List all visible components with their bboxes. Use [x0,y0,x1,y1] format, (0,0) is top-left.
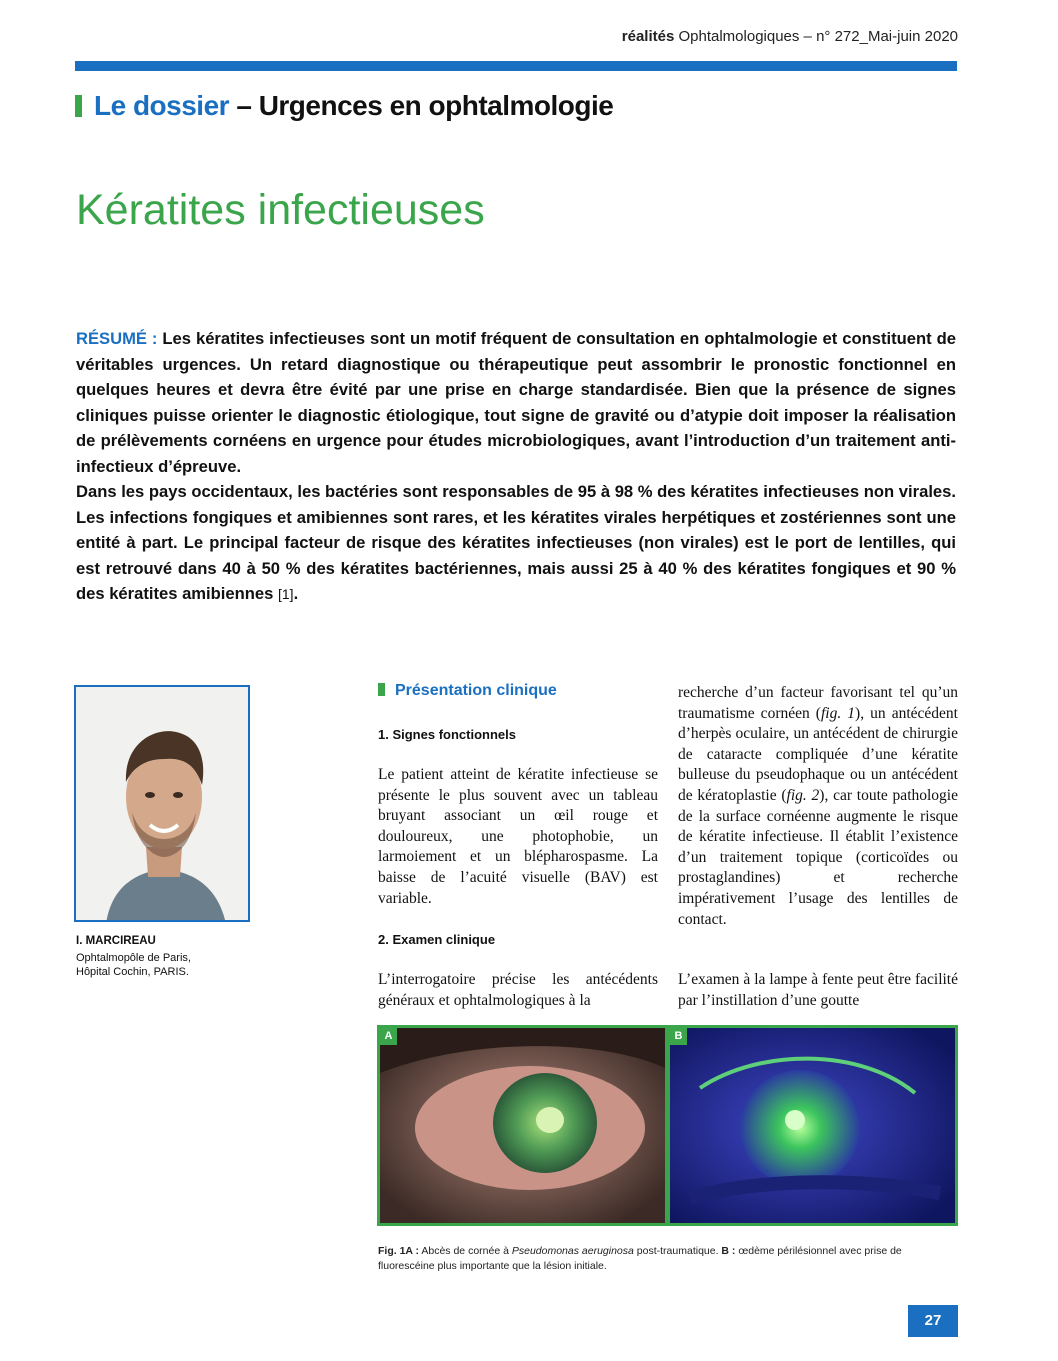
panel-label-b: B [670,1028,687,1045]
text-run: ), un antécédent d’herpès oculaire, un antécédent de chirurgie de cataracte compliquée d’une kératite bulleuse du pseudophaque ou un antécédent de kératoplastie ( [678,704,958,804]
header-rule [75,61,957,71]
figure-panel-b [670,1028,955,1223]
affiliation-line-1: Ophtalmopôle de Paris, [76,952,191,964]
journal-brand: réalités [621,28,675,45]
journal-header [622,28,958,45]
page-number: 27 [908,1305,958,1337]
caption-label: Fig. 1A : [378,1245,420,1257]
dossier-heading [75,90,613,122]
text-run: Abcès de cornée à [419,1245,512,1257]
article-title: Kératites infectieuses [76,186,485,234]
dossier-label: Le dossier [94,90,230,121]
body-paragraph [678,683,958,930]
journal-issue: Ophtalmologiques – n° 272_Mai-juin 2020 [678,28,958,45]
text-run: ), car toute pathologie de la surface cornéenne augmente le risque de kératite infectieuse. Il établit l’existence d’un traitement topique (corticoïdes ou prostaglandines) et recherche impérativement l’usage des lentilles de contact. [678,786,958,928]
body-paragraph: L’interrogatoire précise les antécédents généraux et ophtalmologiques à la [378,971,658,1009]
text-run: œdème périlésionnel avec prise de fluorescéine plus importante que la lésion initiale. [378,1245,902,1272]
figure-caption [378,1244,958,1274]
abstract-period: . [293,584,299,603]
figure-1 [377,1025,958,1226]
panel-label-a: A [380,1028,397,1045]
affiliation-line-2: Hôpital Cochin, PARIS. [76,966,189,978]
subheading-examen: 2. Examen clinique [378,932,496,947]
subheading-signes: 1. Signes fonctionnels [378,727,516,742]
author-name: I. MARCIREAU [76,935,156,947]
body-paragraph: Le patient atteint de kératite infectieuse se présente le plus souvent avec un tableau bruyant associant un œil rouge et douloureux, une photophobie, un larmoiement et un blépharospasme. La baisse de l’acuité visuelle (BAV) est variable. [378,766,658,907]
green-square-icon [378,683,385,696]
text-run: post-traumatique. [633,1245,722,1257]
green-square-icon [75,95,82,117]
abstract-paragraph-1: Les kératites infectieuses sont un motif fréquent de consultation en ophtalmologie et constituent de véritables urgences. Un retard diagnostique ou thérapeutique peut assombrir le pronostic fonctionnel en quelques heures et devra être évité par une prise en charge standardisée. Bien que la présence de signes cliniques puisse orienter le diagnostic étiologique, tout signe de gravité ou d’atypie doit imposer la réalisation de prélèvements cornéens en urgence pour études microbiologiques, avant l’introduction d’un traitement anti-infectieux d’épreuve. [76,329,956,476]
figure-reference: fig. 1 [820,704,856,722]
species-name: Pseudomonas aeruginosa [511,1245,634,1257]
author-photo [74,685,250,922]
body-paragraph: L’examen à la lampe à fente peut être facilité par l’instillation d’une goutte [678,971,958,1009]
abstract [76,326,956,608]
figure-panel-a [380,1028,665,1223]
reference-marker: [1] [278,586,294,602]
author-affiliation [76,951,236,979]
dossier-topic: – Urgences en ophtalmologie [229,90,614,121]
text-run: recherche d’un facteur favorisant tel qu’un traumatisme cornéen ( [678,684,958,722]
section-title: Présentation clinique [395,682,557,699]
abstract-paragraph-2: Dans les pays occidentaux, les bactéries sont responsables de 95 à 98 % des kératites infectieuses non virales. Les infections fongiques et amibiennes sont rares, et les kératites virales herpétiques et zostériennes sont une entité à part. Le principal facteur de risque des kératites infectieuses (non virales) est le port de lentilles, qui est retrouvé dans 40 à 50 % des kératites bactériennes, mais aussi 25 à 40 % des kératites fongiques et 90 % des kératites amibiennes [76,482,956,603]
abstract-label: RÉSUMÉ : [76,329,158,348]
caption-label: B : [721,1245,736,1257]
section-heading [378,682,557,700]
figure-reference: fig. 2 [786,786,820,804]
